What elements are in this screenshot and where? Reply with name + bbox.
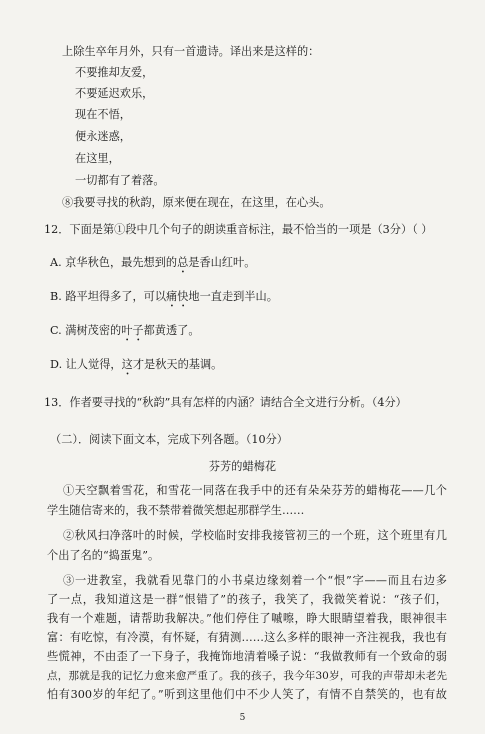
stress-mark: 总 <box>177 256 189 269</box>
paragraph-8: ⑧我要寻找的秋韵，原来便在现在，在这里，在心头。 <box>62 196 331 209</box>
paragraph-2-line: ②秋风扫净落叶的时候，学校临时安排我接管初三的一个班，这个班里有几 <box>63 529 447 542</box>
section-2-heading: （二）．阅读下面文本，完成下列各题。（10分） <box>50 433 288 446</box>
option-d: D. 让人觉得，这才是秋天的基调。 <box>50 358 223 371</box>
question-13: 13．作者要寻找的“秋韵”具有怎样的内涵？请结合全文进行分析。（4分） <box>44 396 407 409</box>
question-12-stem: 12．下面是第①段中几个句子的朗读重音标注，最不恰当的一项是（3分）（ ） <box>44 223 433 236</box>
poem-line: 在这里， <box>75 152 120 165</box>
paragraph-3-line: 富：有吃惊，有冷漠，有怀疑，有猜测……这么多样的眼神一齐注视我，我也有 <box>47 631 447 644</box>
option-b: B. 路平坦得多了，可以痛快地一直走到半山。 <box>50 290 278 303</box>
paragraph-3-line: 了一点，我知道这是一群“恨错了”的孩子，我笑了，我微笑着说：“孩子们， <box>47 593 447 606</box>
poem-line: 不要推却友爱， <box>75 66 154 79</box>
poem-line: 便永迷惑， <box>75 130 131 143</box>
paragraph-1-line: 学生随信寄来的，我不禁带着微笑想起那群学生…… <box>47 504 305 517</box>
paragraph-2-line: 个出了名的“捣蛋鬼”。 <box>47 549 160 562</box>
article-title: 芬芳的蜡梅花 <box>208 460 277 473</box>
poem-line: 现在不悟， <box>75 108 131 121</box>
paragraph-3-line: 些慌神，不由歪了一下身子，我掩饰地清着嗓子说：“我做教师有一个致命的弱 <box>47 650 447 663</box>
stress-mark: 叶子 <box>121 324 144 337</box>
poem-line: 一切都有了着落。 <box>75 174 165 187</box>
page-number: 5 <box>239 713 246 723</box>
paragraph-3-line: 怕有300岁的年纪了。”听到这里他们中不少人笑了，有情不自禁笑的，也有故 <box>47 688 447 701</box>
stress-mark: 这 <box>121 358 133 371</box>
paragraph-1-line: ①天空飘着雪花，和雪花一同落在我手中的还有朵朵芬芳的蜡梅花——几个 <box>63 484 447 497</box>
paragraph-3-line: 点，那就是我的记忆力愈来愈严重了。我的孩子，我今年30岁，可我的声带却未老先 <box>47 670 447 682</box>
option-a: A. 京华秋色，最先想到的总是香山红叶。 <box>50 256 256 269</box>
stress-mark: 痛快 <box>166 290 189 303</box>
poem-line: 不要延迟欢乐， <box>75 87 154 100</box>
option-c: C. 满树茂密的叶子都黄透了。 <box>50 324 200 337</box>
paragraph-3-line: ③一进教室，我就看见靠门的小书桌边缘刻着一个“恨”字——而且右边多 <box>63 574 447 587</box>
poem-intro: 上除生卒年月外，只有一首遗诗。译出来是这样的： <box>62 45 320 58</box>
paragraph-3-line: 我有一个难题，请帮助我解决。”他们停住了嘁嚓，睁大眼睛望着我，眼神很丰 <box>47 612 447 625</box>
